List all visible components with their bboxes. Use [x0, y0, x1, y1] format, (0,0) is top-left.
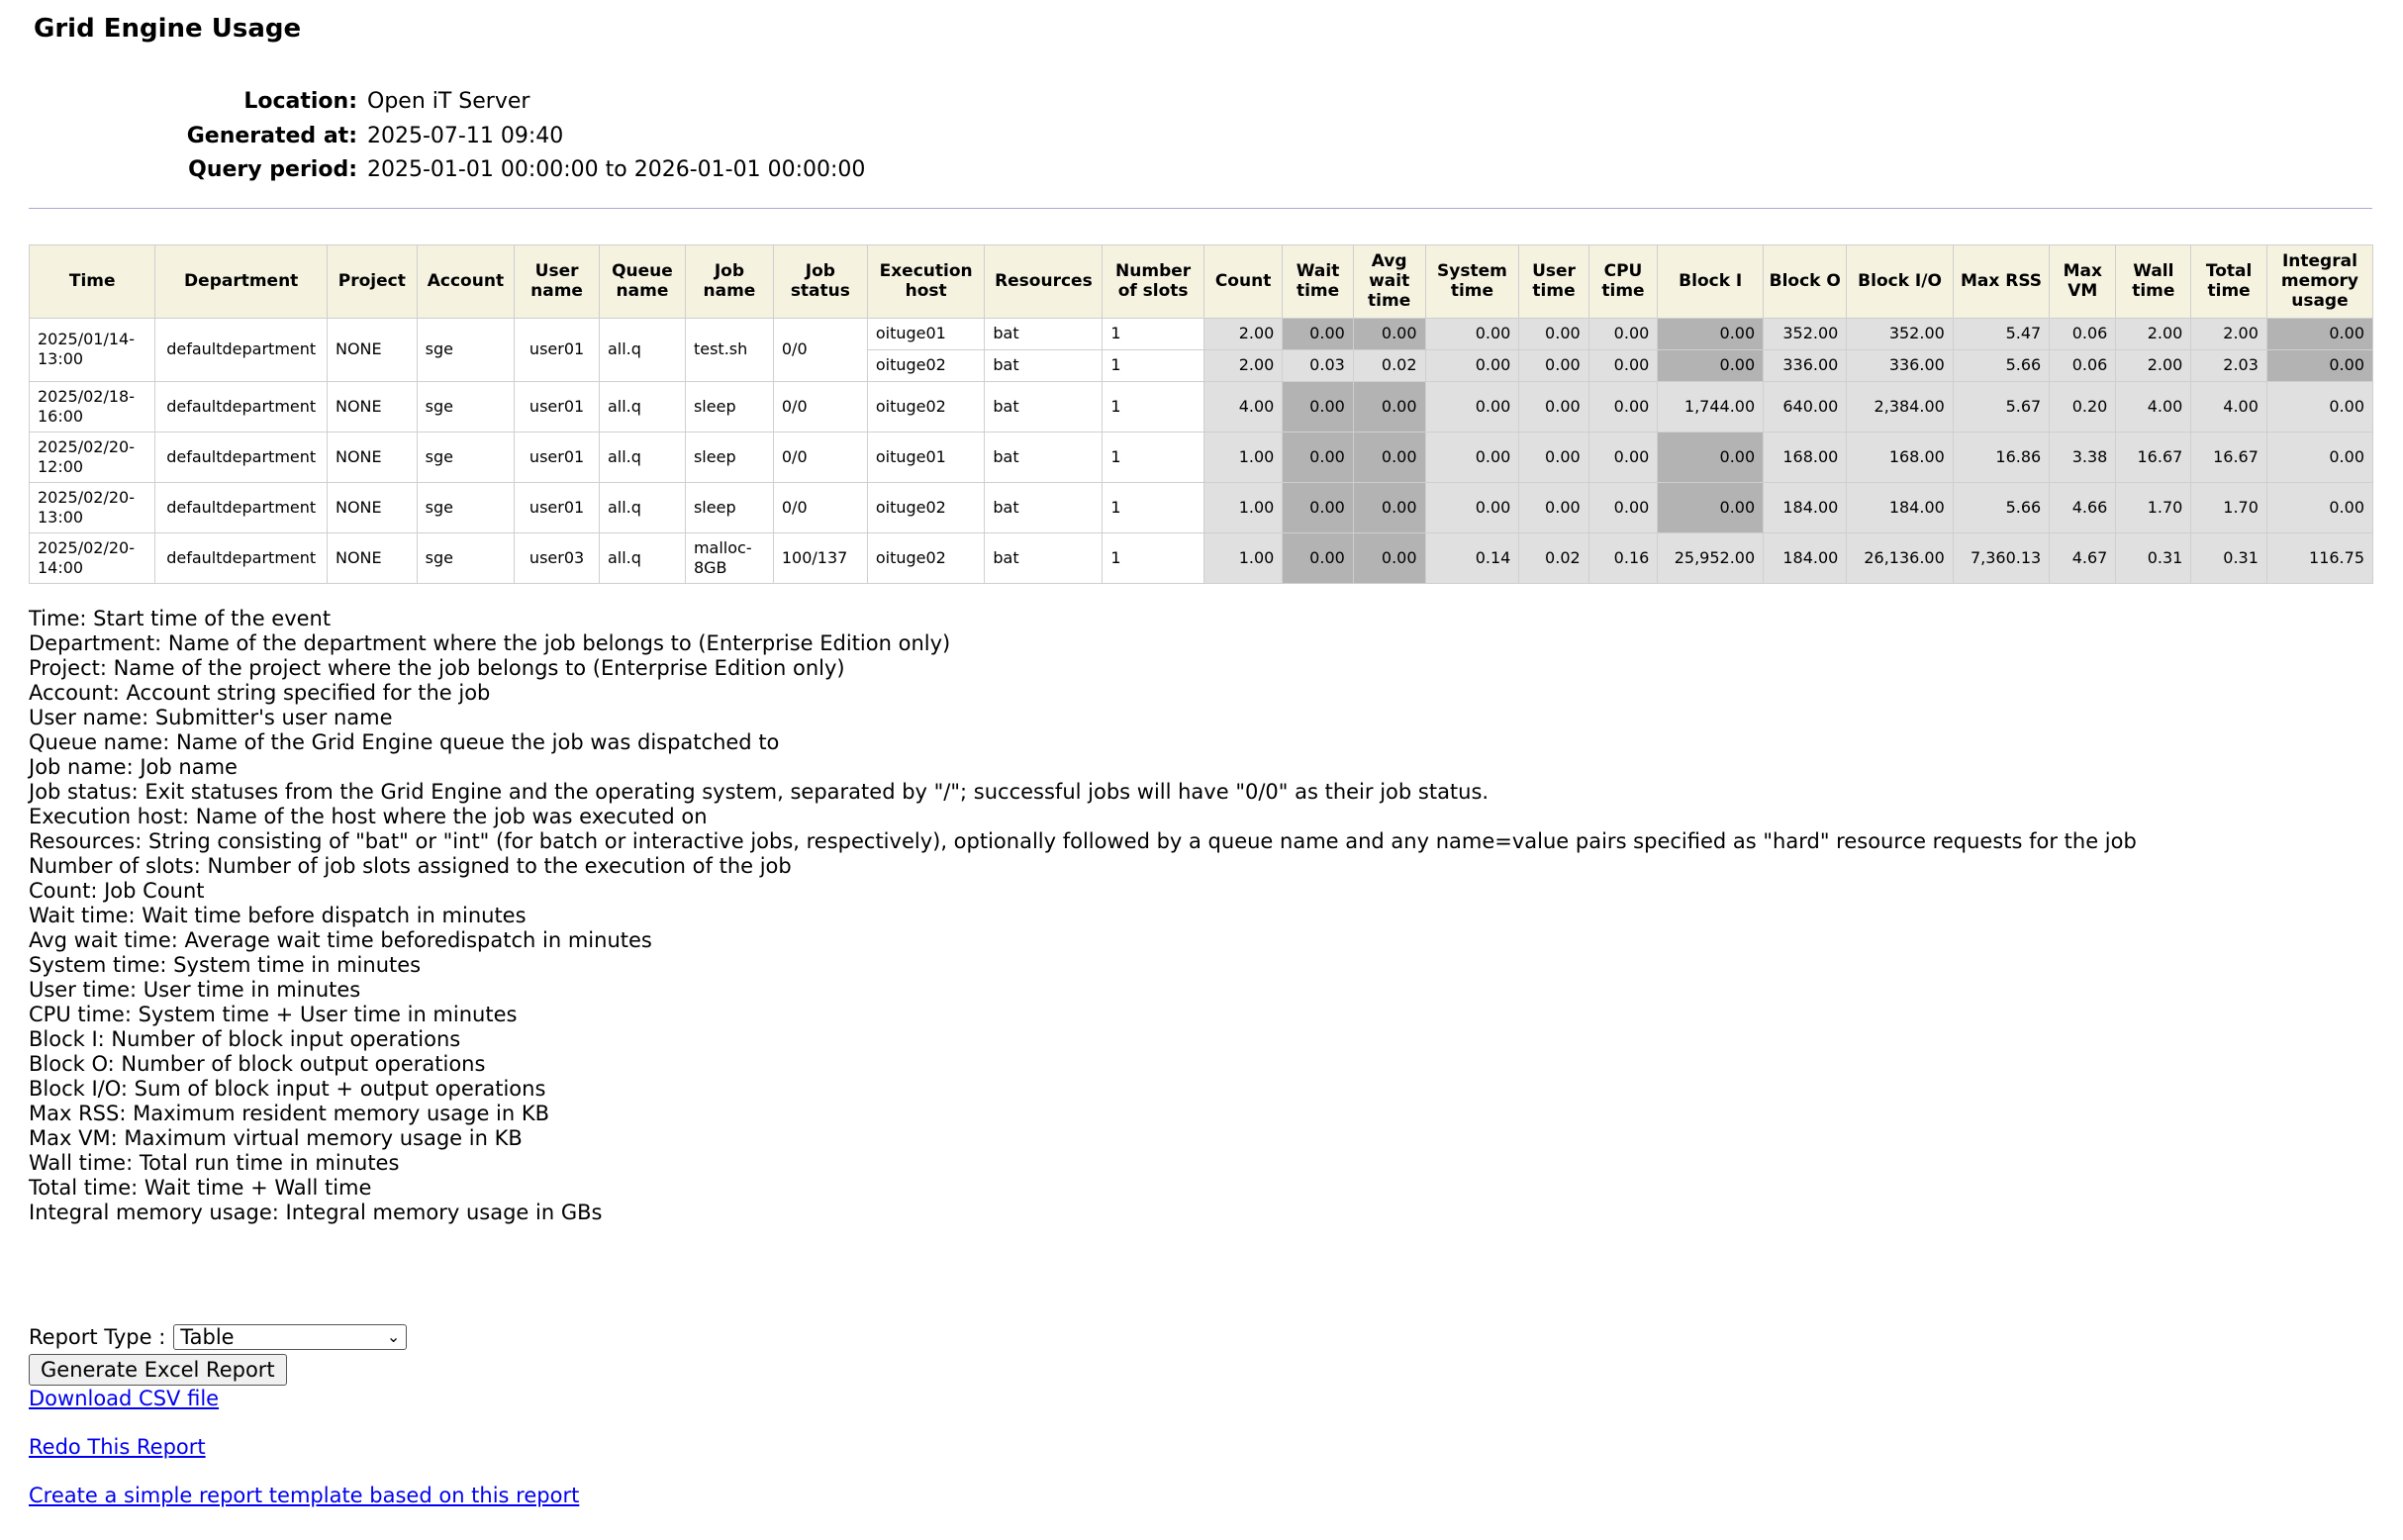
- cell-resources: bat: [985, 532, 1103, 583]
- cell-account: sge: [417, 482, 515, 532]
- cell-host: oituge02: [867, 532, 985, 583]
- column-header: Block O: [1764, 244, 1847, 318]
- cell-integral: 0.00: [2266, 482, 2372, 532]
- column-header: Queue name: [599, 244, 685, 318]
- meta-label: Generated at:: [186, 123, 357, 148]
- column-header: Block I/O: [1847, 244, 1953, 318]
- legend-item: Block O: Number of block output operations: [29, 1051, 486, 1076]
- meta-query-period: [29, 157, 2403, 192]
- cell-rss: 5.67: [1953, 381, 2049, 432]
- cell-vm: 4.67: [2050, 532, 2116, 583]
- cell-user: user01: [515, 432, 600, 482]
- cell-job: malloc-8GB: [685, 532, 773, 583]
- cell-slots: 1: [1103, 482, 1203, 532]
- cell-sys: 0.00: [1425, 318, 1519, 349]
- cell-host: oituge02: [867, 381, 985, 432]
- cell-slots: 1: [1103, 432, 1203, 482]
- cell-total: 4.00: [2191, 381, 2267, 432]
- cell-avgwait: 0.00: [1353, 532, 1425, 583]
- cell-vm: 4.66: [2050, 482, 2116, 532]
- cell-user: user01: [515, 318, 600, 381]
- generate-excel-button[interactable]: Generate Excel Report: [29, 1354, 287, 1386]
- legend-item: Job name: Job name: [29, 754, 238, 779]
- cell-integral: 116.75: [2266, 532, 2372, 583]
- cell-cpu: 0.00: [1588, 318, 1658, 349]
- cell-slots: 1: [1103, 381, 1203, 432]
- column-header: Resources: [985, 244, 1103, 318]
- report-type-value: Table: [180, 1324, 235, 1349]
- cell-wait: 0.00: [1283, 381, 1353, 432]
- cell-wall: 2.00: [2116, 318, 2191, 349]
- column-header: Max RSS: [1953, 244, 2049, 318]
- cell-time: 2025/02/20-14:00: [30, 532, 155, 583]
- report-meta: [29, 89, 2403, 192]
- legend-item: Count: Job Count: [29, 878, 205, 903]
- column-header: User name: [515, 244, 600, 318]
- cell-status: 0/0: [773, 318, 867, 381]
- cell-sys: 0.00: [1425, 482, 1519, 532]
- cell-bi: 25,952.00: [1658, 532, 1764, 583]
- cell-integral: 0.00: [2266, 349, 2372, 381]
- legend-item: Queue name: Name of the Grid Engine queue the job was dispatched to: [29, 729, 780, 754]
- cell-bio: 26,136.00: [1847, 532, 1953, 583]
- cell-bi: 0.00: [1658, 349, 1764, 381]
- meta-value: Open iT Server: [367, 89, 530, 114]
- report-type-label: Report Type :: [29, 1324, 166, 1349]
- column-header: User time: [1519, 244, 1588, 318]
- column-header: Count: [1203, 244, 1282, 318]
- table-row: [30, 318, 2373, 349]
- cell-bi: 0.00: [1658, 318, 1764, 349]
- cell-account: sge: [417, 532, 515, 583]
- cell-slots: 1: [1103, 349, 1203, 381]
- cell-status: 0/0: [773, 381, 867, 432]
- cell-resources: bat: [985, 349, 1103, 381]
- cell-bo: 336.00: [1764, 349, 1847, 381]
- cell-bio: 184.00: [1847, 482, 1953, 532]
- cell-wall: 2.00: [2116, 349, 2191, 381]
- report-type-row: [29, 1322, 2403, 1352]
- table-row: [30, 482, 2373, 532]
- cell-vm: 0.20: [2050, 381, 2116, 432]
- cell-wall: 4.00: [2116, 381, 2191, 432]
- cell-rss: 7,360.13: [1953, 532, 2049, 583]
- table-row: [30, 532, 2373, 583]
- column-header: Integral memory usage: [2266, 244, 2372, 318]
- chevron-down-icon: ⌄: [386, 1327, 401, 1346]
- cell-sys: 0.00: [1425, 349, 1519, 381]
- usage-table: [29, 244, 2373, 584]
- cell-user: 0.00: [1519, 482, 1588, 532]
- cell-queue: all.q: [599, 381, 685, 432]
- cell-department: defaultdepartment: [155, 482, 328, 532]
- download-csv-link[interactable]: Download CSV file: [29, 1386, 220, 1410]
- cell-resources: bat: [985, 482, 1103, 532]
- cell-rss: 5.66: [1953, 482, 2049, 532]
- meta-value: 2025-01-01 00:00:00 to 2026-01-01 00:00:00: [367, 157, 866, 182]
- cell-avgwait: 0.00: [1353, 318, 1425, 349]
- legend-item: Wall time: Total run time in minutes: [29, 1150, 400, 1175]
- column-header: Job name: [685, 244, 773, 318]
- legend-item: User name: Submitter's user name: [29, 705, 393, 729]
- cell-department: defaultdepartment: [155, 318, 328, 381]
- meta-label: Query period:: [188, 157, 357, 182]
- cell-bo: 184.00: [1764, 482, 1847, 532]
- cell-cpu: 0.00: [1588, 349, 1658, 381]
- cell-bio: 352.00: [1847, 318, 1953, 349]
- column-header: Max VM: [2050, 244, 2116, 318]
- cell-department: defaultdepartment: [155, 432, 328, 482]
- cell-cpu: 0.00: [1588, 381, 1658, 432]
- report-controls: [29, 1322, 2403, 1507]
- cell-wait: 0.00: [1283, 532, 1353, 583]
- cell-wall: 0.31: [2116, 532, 2191, 583]
- cell-department: defaultdepartment: [155, 532, 328, 583]
- cell-department: defaultdepartment: [155, 381, 328, 432]
- divider: [29, 208, 2372, 209]
- cell-resources: bat: [985, 381, 1103, 432]
- column-header: Execution host: [867, 244, 985, 318]
- cell-resources: bat: [985, 318, 1103, 349]
- table-header-row: [30, 244, 2373, 318]
- cell-bio: 168.00: [1847, 432, 1953, 482]
- legend-item: Total time: Wait time + Wall time: [29, 1175, 372, 1200]
- legend-item: Block I: Number of block input operations: [29, 1026, 461, 1051]
- cell-bio: 336.00: [1847, 349, 1953, 381]
- legend-item: Execution host: Name of the host where the job was executed on: [29, 804, 708, 828]
- cell-wall: 16.67: [2116, 432, 2191, 482]
- legend-item: User time: User time in minutes: [29, 977, 361, 1002]
- table-row: [30, 381, 2373, 432]
- column-header: Time: [30, 244, 155, 318]
- column-header: Project: [327, 244, 417, 318]
- cell-user: 0.00: [1519, 432, 1588, 482]
- cell-time: 2025/01/14-13:00: [30, 318, 155, 381]
- cell-account: sge: [417, 381, 515, 432]
- cell-avgwait: 0.00: [1353, 482, 1425, 532]
- cell-count: 2.00: [1203, 349, 1282, 381]
- cell-project: NONE: [327, 532, 417, 583]
- cell-host: oituge01: [867, 318, 985, 349]
- meta-value: 2025-07-11 09:40: [367, 123, 564, 148]
- cell-wait: 0.03: [1283, 349, 1353, 381]
- meta-label: Location:: [243, 89, 357, 114]
- cell-account: sge: [417, 432, 515, 482]
- cell-status: 0/0: [773, 432, 867, 482]
- cell-vm: 0.06: [2050, 318, 2116, 349]
- column-header: Department: [155, 244, 328, 318]
- cell-job: test.sh: [685, 318, 773, 381]
- cell-total: 2.00: [2191, 318, 2267, 349]
- cell-count: 2.00: [1203, 318, 1282, 349]
- legend-item: Max VM: Maximum virtual memory usage in KB: [29, 1125, 523, 1150]
- cell-integral: 0.00: [2266, 318, 2372, 349]
- cell-vm: 3.38: [2050, 432, 2116, 482]
- cell-wait: 0.00: [1283, 482, 1353, 532]
- cell-avgwait: 0.00: [1353, 432, 1425, 482]
- column-header: Block I: [1658, 244, 1764, 318]
- column-header: Number of slots: [1103, 244, 1203, 318]
- legend-item: Max RSS: Maximum resident memory usage in KB: [29, 1101, 550, 1125]
- table-body: [30, 318, 2373, 583]
- cell-user: 0.00: [1519, 349, 1588, 381]
- cell-cpu: 0.00: [1588, 482, 1658, 532]
- cell-avgwait: 0.00: [1353, 381, 1425, 432]
- cell-rss: 5.47: [1953, 318, 2049, 349]
- legend-item: Resources: String consisting of "bat" or "int" (for batch or interactive jobs, respectively), optionally followed by a queue name and any name=value pairs specified as "hard" resource requests for the job: [29, 828, 2137, 853]
- cell-sys: 0.14: [1425, 532, 1519, 583]
- column-header: Total time: [2191, 244, 2267, 318]
- cell-bi: 0.00: [1658, 482, 1764, 532]
- legend-item: Avg wait time: Average wait time beforedispatch in minutes: [29, 927, 652, 952]
- cell-status: 100/137: [773, 532, 867, 583]
- cell-wall: 1.70: [2116, 482, 2191, 532]
- cell-bi: 0.00: [1658, 432, 1764, 482]
- cell-cpu: 0.00: [1588, 432, 1658, 482]
- cell-bo: 352.00: [1764, 318, 1847, 349]
- column-header: Wall time: [2116, 244, 2191, 318]
- cell-time: 2025/02/20-12:00: [30, 432, 155, 482]
- meta-location: [29, 89, 2403, 124]
- legend-item: Number of slots: Number of job slots assigned to the execution of the job: [29, 853, 792, 878]
- meta-generated: [29, 124, 2403, 158]
- column-header: Avg wait time: [1353, 244, 1425, 318]
- legend-item: Account: Account string specified for the job: [29, 680, 491, 705]
- legend-item: System time: System time in minutes: [29, 952, 422, 977]
- cell-host: oituge01: [867, 432, 985, 482]
- cell-rss: 16.86: [1953, 432, 2049, 482]
- column-header: CPU time: [1588, 244, 1658, 318]
- cell-count: 1.00: [1203, 432, 1282, 482]
- cell-time: 2025/02/18-16:00: [30, 381, 155, 432]
- table-row: [30, 432, 2373, 482]
- cell-user: user01: [515, 381, 600, 432]
- cell-slots: 1: [1103, 532, 1203, 583]
- legend-item: Block I/O: Sum of block input + output operations: [29, 1076, 546, 1101]
- cell-wait: 0.00: [1283, 318, 1353, 349]
- legend-item: Project: Name of the project where the job belongs to (Enterprise Edition only): [29, 655, 845, 680]
- cell-project: NONE: [327, 381, 417, 432]
- column-header: Job status: [773, 244, 867, 318]
- cell-user: 0.00: [1519, 381, 1588, 432]
- cell-time: 2025/02/20-13:00: [30, 482, 155, 532]
- cell-account: sge: [417, 318, 515, 381]
- legend-item: Job status: Exit statuses from the Grid Engine and the operating system, separated by "/"; successful jobs will have "0/0" as their job status.: [29, 779, 1490, 804]
- cell-count: 4.00: [1203, 381, 1282, 432]
- cell-integral: 0.00: [2266, 381, 2372, 432]
- cell-rss: 5.66: [1953, 349, 2049, 381]
- cell-resources: bat: [985, 432, 1103, 482]
- cell-count: 1.00: [1203, 532, 1282, 583]
- cell-queue: all.q: [599, 532, 685, 583]
- cell-project: NONE: [327, 318, 417, 381]
- cell-host: oituge02: [867, 349, 985, 381]
- cell-slots: 1: [1103, 318, 1203, 349]
- report-type-select[interactable]: [173, 1324, 407, 1350]
- cell-job: sleep: [685, 381, 773, 432]
- legend-item: CPU time: System time + User time in minutes: [29, 1002, 518, 1026]
- cell-status: 0/0: [773, 482, 867, 532]
- legend-item: Integral memory usage: Integral memory usage in GBs: [29, 1200, 603, 1224]
- column-header: Wait time: [1283, 244, 1353, 318]
- cell-job: sleep: [685, 482, 773, 532]
- create-template-link[interactable]: Create a simple report template based on this report: [29, 1483, 580, 1507]
- cell-bi: 1,744.00: [1658, 381, 1764, 432]
- cell-queue: all.q: [599, 318, 685, 381]
- cell-integral: 0.00: [2266, 432, 2372, 482]
- cell-project: NONE: [327, 482, 417, 532]
- cell-total: 1.70: [2191, 482, 2267, 532]
- column-header: Account: [417, 244, 515, 318]
- cell-wait: 0.00: [1283, 432, 1353, 482]
- cell-user: user03: [515, 532, 600, 583]
- cell-sys: 0.00: [1425, 381, 1519, 432]
- cell-user: user01: [515, 482, 600, 532]
- column-header: System time: [1425, 244, 1519, 318]
- legend-item: Wait time: Wait time before dispatch in minutes: [29, 903, 527, 927]
- cell-bo: 168.00: [1764, 432, 1847, 482]
- cell-project: NONE: [327, 432, 417, 482]
- cell-cpu: 0.16: [1588, 532, 1658, 583]
- cell-total: 2.03: [2191, 349, 2267, 381]
- legend-item: Department: Name of the department where the job belongs to (Enterprise Edition only): [29, 630, 951, 655]
- cell-bo: 640.00: [1764, 381, 1847, 432]
- page-title: Grid Engine Usage: [34, 14, 302, 44]
- redo-report-link[interactable]: Redo This Report: [29, 1434, 206, 1459]
- cell-user: 0.00: [1519, 318, 1588, 349]
- cell-bio: 2,384.00: [1847, 381, 1953, 432]
- legend-item: Time: Start time of the event: [29, 606, 332, 630]
- cell-total: 16.67: [2191, 432, 2267, 482]
- cell-sys: 0.00: [1425, 432, 1519, 482]
- column-legend: [29, 607, 2403, 1225]
- cell-avgwait: 0.02: [1353, 349, 1425, 381]
- cell-user: 0.02: [1519, 532, 1588, 583]
- cell-host: oituge02: [867, 482, 985, 532]
- cell-queue: all.q: [599, 482, 685, 532]
- cell-bo: 184.00: [1764, 532, 1847, 583]
- cell-job: sleep: [685, 432, 773, 482]
- cell-total: 0.31: [2191, 532, 2267, 583]
- cell-vm: 0.06: [2050, 349, 2116, 381]
- cell-queue: all.q: [599, 432, 685, 482]
- cell-count: 1.00: [1203, 482, 1282, 532]
